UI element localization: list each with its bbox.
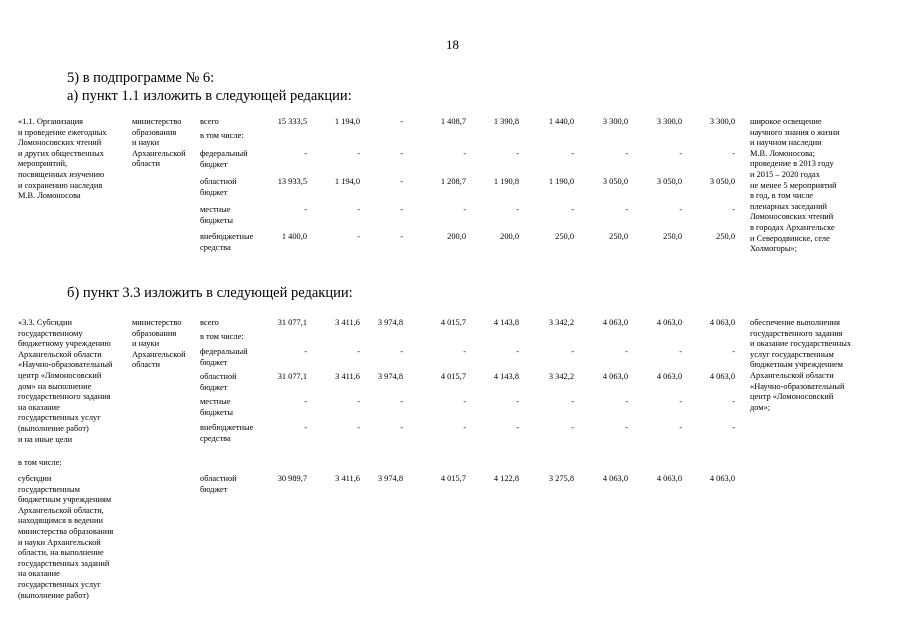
amount-cell: -	[400, 177, 403, 186]
amount-cell: -	[304, 347, 307, 356]
sub-measure-name-line: Архангельской области,	[18, 505, 104, 515]
sub-measure-name-line: находящимся в ведении	[18, 516, 104, 526]
amount-cell: -	[625, 423, 628, 432]
measure-name-line: и сохранению наследия	[18, 180, 103, 190]
amount-cell: -	[732, 149, 735, 158]
amount-cell: -	[571, 205, 574, 214]
executor-line: и науки	[132, 339, 160, 349]
measure-name-line: и на иные цели	[18, 434, 73, 444]
source-label: в том числе:	[200, 131, 244, 140]
amount-cell: 250,0	[663, 232, 682, 241]
amount-cell: -	[357, 397, 360, 406]
amount-cell: 4 143,8	[493, 372, 519, 381]
expected-result-line: Архангельской области	[750, 371, 834, 380]
expected-result-line: и Северодвинске, селе	[750, 233, 830, 243]
sub-measure-name-line: и науки Архангельской	[18, 537, 101, 547]
amount-cell: -	[304, 423, 307, 432]
expected-result-line: центр «Ломоносовский	[750, 392, 834, 402]
amount-cell: -	[516, 397, 519, 406]
expected-result-line: и 2015 – 2020 годах	[750, 170, 820, 179]
executor-line: образования	[132, 127, 177, 137]
expected-result-line: обеспечение выполнения	[750, 318, 841, 327]
amount-cell: 1 408,7	[440, 117, 466, 126]
source-label: бюджеты	[200, 407, 234, 417]
amount-cell: 3 342,2	[548, 318, 574, 327]
executor-line: министерство	[132, 318, 182, 327]
amount-cell: -	[516, 347, 519, 356]
item-3-3-heading: б) пункт 3.3 изложить в следующей редакции:	[67, 285, 353, 301]
amount-cell: 3 275,8	[548, 474, 574, 483]
source-label: всего	[200, 318, 219, 327]
measure-name-line: Ломоносовских чтений	[18, 138, 102, 148]
item-1-1-heading: а) пункт 1.1 изложить в следующей редакции:	[67, 88, 352, 104]
amount-cell: 3 300,0	[656, 117, 682, 126]
source-label: внебюджетные	[200, 423, 254, 432]
sub-measure-name-line: на оказание	[18, 569, 60, 579]
measure-name-line: мероприятий,	[18, 159, 68, 169]
source-label: областной	[200, 372, 237, 381]
amount-cell: 31 077,1	[277, 372, 307, 381]
amount-cell: 4 063,0	[602, 318, 628, 327]
amount-cell: -	[516, 149, 519, 158]
amount-cell: 4 015,7	[440, 318, 466, 327]
amount-cell: -	[732, 347, 735, 356]
amount-cell: -	[463, 205, 466, 214]
amount-cell: -	[304, 397, 307, 406]
amount-cell: -	[400, 205, 403, 214]
source-label: средства	[200, 242, 231, 252]
expected-result-line: Ломоносовских чтений	[750, 212, 834, 222]
source-label: внебюджетные	[200, 232, 254, 241]
amount-cell: 3 974,8	[377, 372, 403, 381]
amount-cell: 4 063,0	[656, 318, 682, 327]
expected-result-line: М.В. Ломоносова;	[750, 148, 815, 158]
source-label: бюджет	[200, 187, 228, 197]
expected-result-line: проведение в 2013 году	[750, 159, 834, 169]
source-label: в том числе:	[200, 332, 244, 341]
expected-result-line: пленарных заседаний	[750, 201, 828, 211]
measure-name-line: бюджетному учреждению	[18, 339, 111, 349]
amount-cell: -	[625, 397, 628, 406]
amount-cell: 250,0	[555, 232, 574, 241]
amount-cell: 3 974,8	[377, 474, 403, 483]
amount-cell: -	[400, 423, 403, 432]
in-that-number-label: в том числе:	[18, 458, 62, 467]
amount-cell: 1 190,8	[493, 177, 519, 186]
amount-cell: 250,0	[609, 232, 628, 241]
amount-cell: 31 077,1	[277, 318, 307, 327]
amount-cell: 3 050,0	[656, 177, 682, 186]
expected-result-line: в городах Архангельске	[750, 223, 835, 232]
amount-cell: 4 015,7	[440, 474, 466, 483]
amount-cell: -	[679, 347, 682, 356]
sub-measure-name-line: субсидии	[18, 474, 52, 483]
measure-name-line: центр «Ломоносовский	[18, 371, 102, 380]
expected-result-line: научного знания о жизни	[750, 127, 840, 137]
source-label: областной	[200, 474, 237, 483]
amount-cell: 1 190,0	[548, 177, 574, 186]
sub-measure-name-line: государственных услуг	[18, 580, 101, 589]
measure-name-line: (выполнение работ)	[18, 424, 89, 433]
expected-result-line: «Научно-образовательный	[750, 381, 845, 391]
amount-cell: -	[679, 149, 682, 158]
amount-cell: -	[357, 423, 360, 432]
amount-cell: -	[571, 423, 574, 432]
amount-cell: -	[357, 232, 360, 241]
measure-name-line: государственных услуг	[18, 413, 101, 423]
measure-name-line: Архангельской области	[18, 349, 102, 359]
expected-result-line: и научном наследии	[750, 138, 822, 148]
amount-cell: -	[571, 397, 574, 406]
sub-measure-name-line: области, на выполнение	[18, 548, 104, 558]
measure-name-line: М.В. Ломоносова	[18, 191, 81, 201]
amount-cell: 1 194,0	[334, 177, 360, 186]
amount-cell: -	[625, 205, 628, 214]
sub-measure-name-line: министерства образования	[18, 527, 114, 536]
amount-cell: -	[625, 149, 628, 158]
amount-cell: -	[571, 149, 574, 158]
amount-cell: -	[357, 205, 360, 214]
measure-name-line: и проведение ежегодных	[18, 127, 107, 137]
measure-name-line: государственному	[18, 328, 83, 338]
amount-cell: -	[304, 205, 307, 214]
amount-cell: 3 411,6	[335, 474, 360, 483]
amount-cell: -	[732, 423, 735, 432]
amount-cell: 4 063,0	[656, 474, 682, 483]
amount-cell: 13 933,5	[277, 177, 307, 186]
amount-cell: 4 063,0	[709, 318, 735, 327]
amount-cell: 1 208,7	[440, 177, 466, 186]
expected-result-line: бюджетным учреждением	[750, 360, 843, 370]
amount-cell: -	[732, 205, 735, 214]
amount-cell: 3 300,0	[709, 117, 735, 126]
amount-cell: 3 050,0	[709, 177, 735, 186]
amount-cell: 1 440,0	[548, 117, 574, 126]
measure-name-line: государственного задания	[18, 392, 111, 402]
source-label: всего	[200, 117, 219, 126]
measure-name-line: «3.3. Субсидии	[18, 318, 72, 327]
measure-name-line: на оказание	[18, 402, 60, 412]
amount-cell: 4 063,0	[602, 474, 628, 483]
amount-cell: 3 974,8	[377, 318, 403, 327]
source-label: бюджет	[200, 159, 228, 169]
amount-cell: -	[400, 232, 403, 241]
amount-cell: -	[400, 347, 403, 356]
measure-name-line: посвященных изучению	[18, 170, 105, 179]
amount-cell: 4 122,8	[493, 474, 519, 483]
amount-cell: -	[463, 397, 466, 406]
amount-cell: 15 333,5	[277, 117, 307, 126]
executor-line: министерство	[132, 117, 182, 126]
amount-cell: 4 015,7	[440, 372, 466, 381]
expected-result-line: услуг государственным	[750, 349, 834, 359]
source-label: бюджет	[200, 382, 228, 392]
source-label: местные	[200, 205, 231, 214]
source-label: местные	[200, 397, 231, 406]
executor-line: и науки	[132, 138, 160, 148]
amount-cell: -	[679, 205, 682, 214]
amount-cell: 1 194,0	[334, 117, 360, 126]
executor-line: области	[132, 360, 160, 370]
amount-cell: -	[516, 205, 519, 214]
amount-cell: -	[400, 117, 403, 126]
amount-cell: 4 063,0	[602, 372, 628, 381]
amount-cell: 3 342,2	[548, 372, 574, 381]
measure-name-line: «Научно-образовательный	[18, 360, 113, 370]
page-number: 18	[446, 37, 459, 52]
amount-cell: -	[304, 149, 307, 158]
amount-cell: 200,0	[447, 232, 466, 241]
source-label: бюджеты	[200, 215, 234, 225]
sub-measure-name-line: бюджетным учреждениям	[18, 495, 112, 505]
expected-result-line: в год, в том числе	[750, 191, 813, 201]
amount-cell: 30 989,7	[277, 474, 307, 483]
measure-name-line: дом» на выполнение	[18, 381, 92, 391]
source-label: бюджет	[200, 484, 228, 494]
amount-cell: 4 063,0	[709, 474, 735, 483]
sub-measure-name-line: государственным	[18, 484, 80, 494]
expected-result-line: не менее 5 мероприятий	[750, 180, 837, 190]
amount-cell: -	[732, 397, 735, 406]
amount-cell: -	[357, 347, 360, 356]
source-label: областной	[200, 177, 237, 186]
subprogram-heading: 5) в подпрограмме № 6:	[67, 70, 215, 86]
amount-cell: -	[463, 423, 466, 432]
measure-name-line: «1.1. Организация	[18, 117, 84, 126]
executor-line: образования	[132, 328, 177, 338]
amount-cell: 4 063,0	[656, 372, 682, 381]
amount-cell: -	[625, 347, 628, 356]
amount-cell: 3 050,0	[602, 177, 628, 186]
executor-line: Архангельской	[132, 349, 186, 359]
sub-measure-name-line: (выполнение работ)	[18, 590, 89, 600]
amount-cell: -	[516, 423, 519, 432]
amount-cell: -	[400, 397, 403, 406]
amount-cell: 3 411,6	[335, 318, 360, 327]
amount-cell: 4 143,8	[493, 318, 519, 327]
amount-cell: -	[679, 423, 682, 432]
amount-cell: 200,0	[500, 232, 519, 241]
amount-cell: 3 300,0	[602, 117, 628, 126]
amount-cell: -	[571, 347, 574, 356]
amount-cell: 3 411,6	[335, 372, 360, 381]
amount-cell: 1 390,8	[493, 117, 519, 126]
amount-cell: 4 063,0	[709, 372, 735, 381]
amount-cell: -	[463, 347, 466, 356]
source-label: федеральный	[200, 347, 248, 356]
amount-cell: 250,0	[716, 232, 735, 241]
measure-name-line: и других общественных	[18, 148, 104, 158]
source-label: средства	[200, 433, 231, 443]
amount-cell: -	[463, 149, 466, 158]
expected-result-line: и оказание государственных	[750, 339, 852, 349]
amount-cell: -	[357, 149, 360, 158]
source-label: бюджет	[200, 357, 228, 367]
executor-line: области	[132, 159, 160, 169]
source-label: федеральный	[200, 149, 248, 158]
expected-result-line: Холмогоры»;	[750, 244, 798, 254]
amount-cell: -	[400, 149, 403, 158]
sub-measure-name-line: государственных заданий	[18, 558, 110, 568]
expected-result-line: государственного задания	[750, 328, 843, 338]
amount-cell: 1 400,0	[281, 232, 307, 241]
amount-cell: -	[679, 397, 682, 406]
expected-result-line: дом»;	[750, 402, 771, 412]
expected-result-line: широкое освещение	[750, 117, 822, 126]
executor-line: Архангельской	[132, 148, 186, 158]
